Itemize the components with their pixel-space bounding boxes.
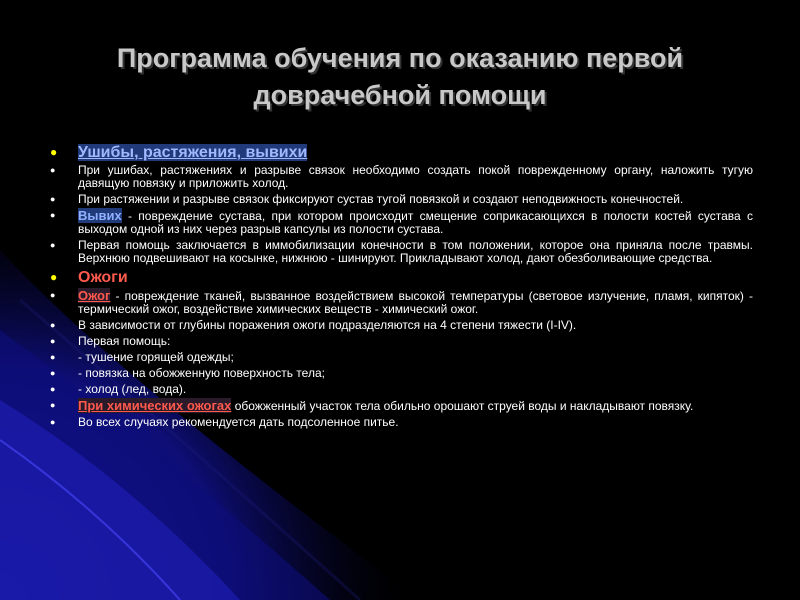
bullet-icon: ● bbox=[50, 384, 56, 394]
bullet-icon: ● bbox=[50, 400, 56, 410]
term-chemical-burns-link[interactable]: При химических ожогах bbox=[78, 398, 232, 413]
term-dislocation: Вывих bbox=[78, 208, 122, 223]
section-heading-injuries bbox=[48, 143, 753, 162]
list-item bbox=[48, 164, 753, 190]
term-burn-link[interactable]: Ожог bbox=[78, 288, 111, 303]
list-item bbox=[48, 319, 753, 332]
list-item bbox=[48, 209, 753, 236]
title-line-2: доврачебной помощи bbox=[253, 80, 547, 110]
list-item-text: Первая помощь: bbox=[78, 334, 171, 348]
list-item bbox=[48, 416, 753, 429]
list-item-text: обожженный участок тела обильно орошают струей воды и накладывают повязку. bbox=[231, 399, 694, 413]
list-item-text: - повреждение тканей, вызванное воздействием высокой температуры (световое излучение, пламя, кипяток) - термический ожог, воздействие химических веществ - химический ожог. bbox=[78, 289, 753, 316]
list-item-text: Во всех случаях рекомендуется дать подсоленное питье. bbox=[78, 415, 399, 429]
list-item bbox=[48, 367, 753, 380]
bullet-icon: ● bbox=[50, 270, 58, 284]
list-item-text: - повреждение сустава, при котором происходит смещение соприкасающихся в полости костей сустава с выходом одной из них через разрыв капсулы из полости сустава. bbox=[78, 209, 753, 236]
bullet-icon: ● bbox=[50, 194, 56, 204]
heading-burns: Ожоги bbox=[78, 269, 128, 286]
section-heading-burns bbox=[48, 268, 753, 287]
bullet-icon: ● bbox=[50, 210, 56, 220]
bullet-icon: ● bbox=[50, 352, 56, 362]
bullet-icon: ● bbox=[50, 336, 56, 346]
bullet-list bbox=[48, 143, 753, 432]
list-item-text: - повязка на обожженную поверхность тела; bbox=[78, 366, 325, 380]
list-item-text: В зависимости от глубины поражения ожоги подразделяются на 4 степени тяжести (I-IV). bbox=[78, 318, 577, 332]
list-item-text: При ушибах, растяжениях и разрыве связок необходимо создать покой поврежденному органу, наложить тугую давящую повязку и приложить холод. bbox=[78, 163, 753, 190]
list-item bbox=[48, 335, 753, 348]
bullet-icon: ● bbox=[50, 368, 56, 378]
list-item bbox=[48, 399, 753, 413]
list-item bbox=[48, 289, 753, 316]
list-item-text: Первая помощь заключается в иммобилизации конечности в том положении, которое она приняла после травмы. Верхнюю подвешивают на косынке, нижнюю - шинируют. Прикладывают холод, дают обезболивающие средства. bbox=[78, 238, 753, 265]
list-item bbox=[48, 383, 753, 396]
list-item bbox=[48, 193, 753, 206]
list-item-text: - холод (лед, вода). bbox=[78, 382, 187, 396]
bullet-icon: ● bbox=[50, 145, 58, 159]
list-item bbox=[48, 351, 753, 364]
list-item bbox=[48, 239, 753, 265]
list-item-text: При растяжении и разрыве связок фиксируют сустав тугой повязкой и создают неподвижность конечностей. bbox=[78, 192, 684, 206]
list-item-text: - тушение горящей одежды; bbox=[78, 350, 234, 364]
bullet-icon: ● bbox=[50, 417, 56, 427]
bullet-icon: ● bbox=[50, 240, 56, 250]
title-line-1: Программа обучения по оказанию первой bbox=[116, 43, 684, 73]
slide-title bbox=[40, 40, 760, 114]
bullet-icon: ● bbox=[50, 165, 56, 175]
bullet-icon: ● bbox=[50, 320, 56, 330]
link-injuries[interactable]: Ушибы, растяжения, вывихи bbox=[78, 144, 308, 161]
bullet-icon: ● bbox=[50, 290, 56, 300]
